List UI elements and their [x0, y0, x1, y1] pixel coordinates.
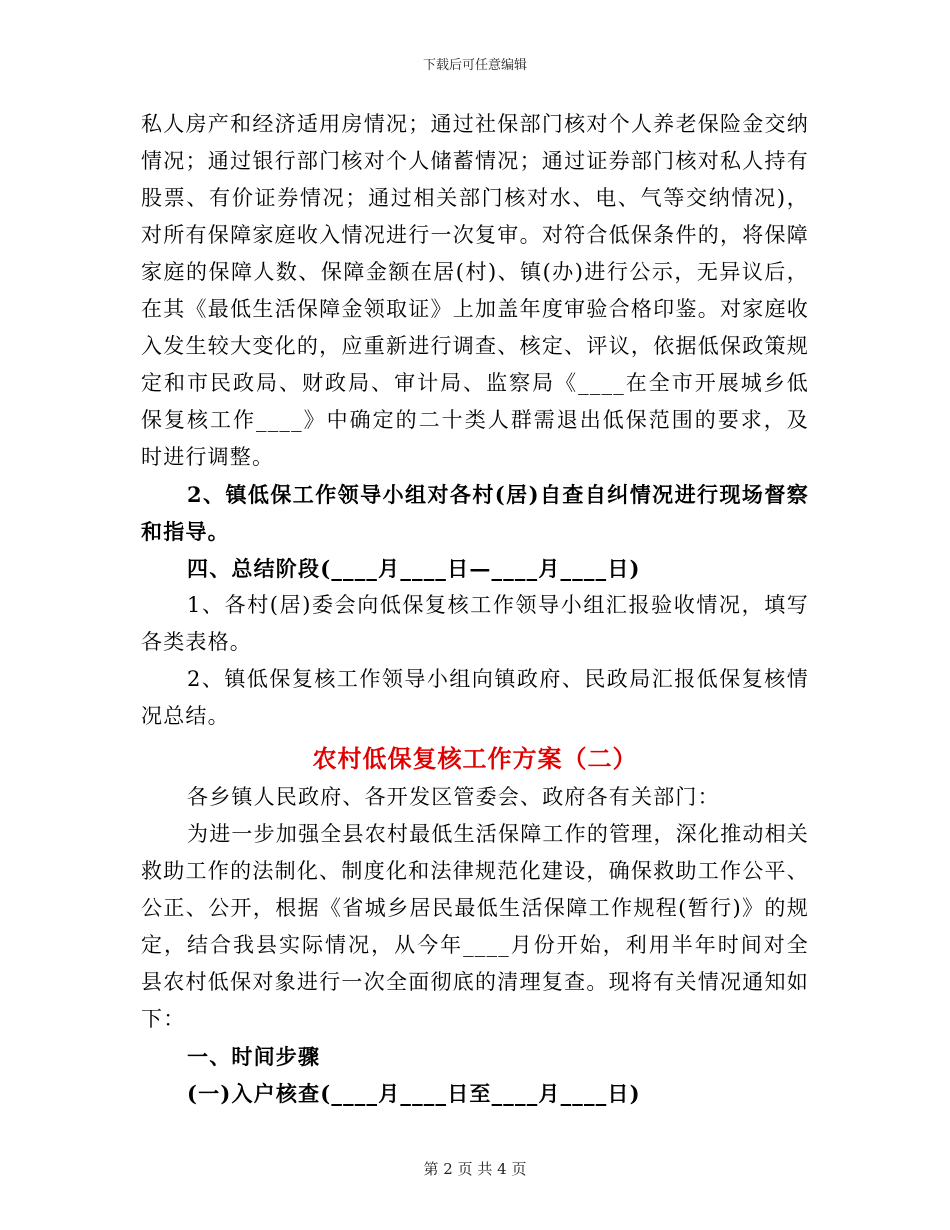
paragraph-report-acceptance: 1、各村(居)委会向低保复核工作领导小组汇报验收情况，填写各类表格。 — [141, 593, 809, 654]
paragraph-addressee: 各乡镇人民政府、各开发区管委会、政府各有关部门： — [187, 785, 720, 809]
paragraph-review-continued: 私人房产和经济适用房情况；通过社保部门核对个人养老保险金交纳情况；通过银行部门核对个人储蓄情况；通过证券部门核对私人持有股票、有价证券情况；通过相关部门核对水、电、气等交纳情况)，对所有保障家庭收入情况进行一次复审。对符合低保条件的，将保障家庭的保障人数、保障金额在居(村)、镇(办)进行公示，无异议后，在其《最低生活保障金领取证》上加盖年度审验合格印鉴。对家庭收入发生较大变化的，应重新进行调查、核定、评议，依据低保政策规定和市民政局、财政局、审计局、监察局《____在全市开展城乡低保复核工作____》中确定的二十类人群需退出低保范围的要求，及时进行调整。 — [141, 112, 809, 469]
paragraph-report-summary: 2、镇低保复核工作领导小组向镇政府、民政局汇报低保复核情况总结。 — [141, 667, 809, 728]
paragraph-intro: 为进一步加强全县农村最低生活保障工作的管理，深化推动相关救助工作的法制化、制度化和法律规范化建设，确保救助工作公平、公正、公开，根据《省城乡居民最低生活保障工作规程(暂行)》的规定，结合我县实际情况，从今年____月份开始，利用半年时间对全县农村低保对象进行一次全面彻底的清理复查。现将有关情况通知如下： — [141, 822, 809, 1031]
heading-household-check: (一)入户核查(____月____日至____月____日) — [187, 1081, 641, 1106]
document-body — [141, 106, 809, 1112]
paragraph-supervision: 2、镇低保工作领导小组对各村(居)自查自纠情况进行现场督察和指导。 — [141, 482, 809, 544]
section-title: 农村低保复核工作方案（二） — [312, 744, 638, 773]
heading-summary-stage: 四、总结阶段(____月____日—____月____日) — [187, 556, 641, 581]
heading-time-steps: 一、时间步骤 — [187, 1044, 321, 1069]
page-footer: 第 2 页 共 4 页 — [423, 1160, 527, 1178]
page-header: 下载后可任意编辑 — [422, 58, 527, 73]
